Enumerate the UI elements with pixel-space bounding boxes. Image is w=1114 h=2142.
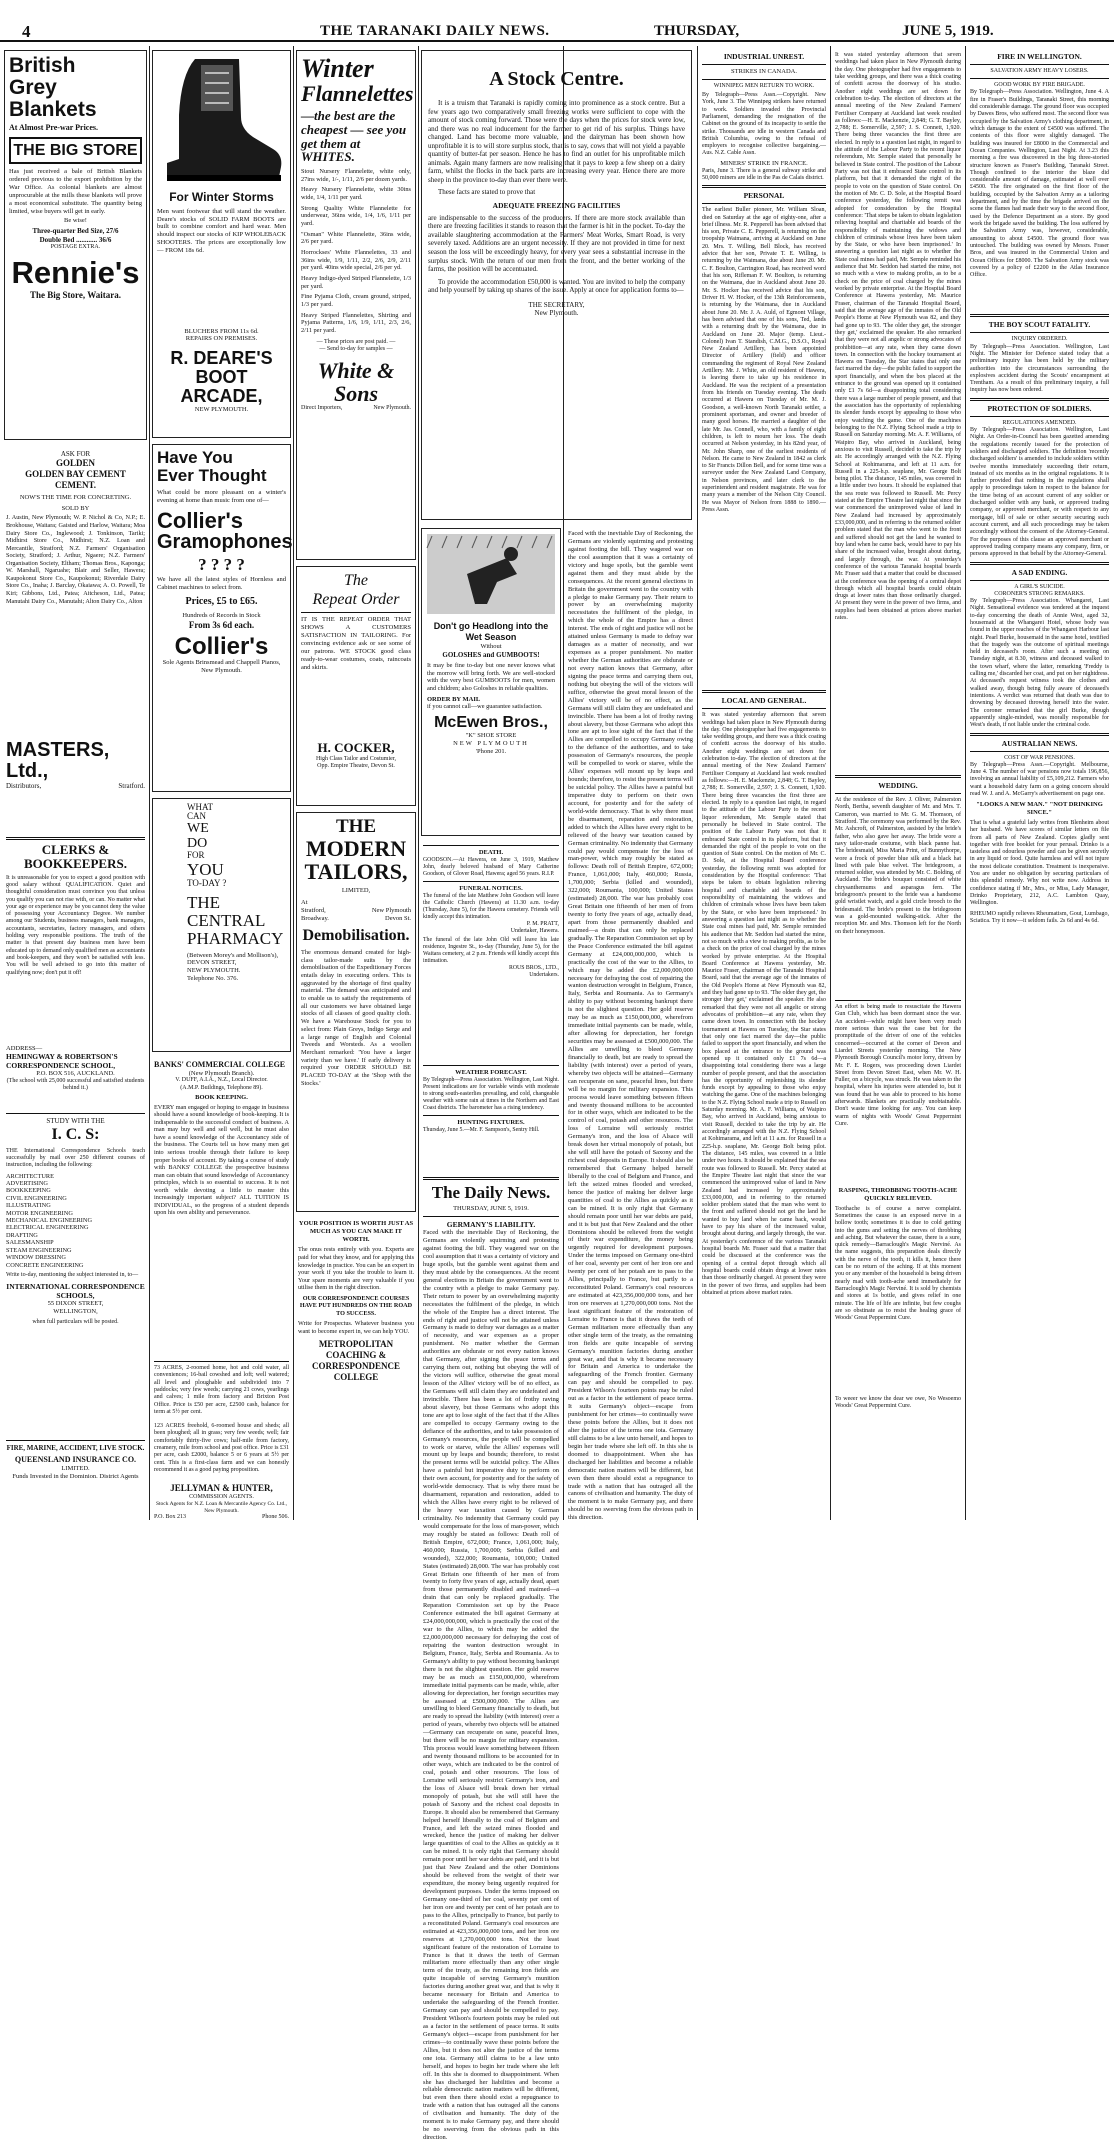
flannelette-price-item: Heavy Striped Flannelettes, Shirting and Pyjama Patterns, 1/6, 1/9, 1/11, 2/3, 2/6, 2/11 per yard. <box>301 311 411 335</box>
masters-brand: MASTERS, Ltd., <box>6 739 110 783</box>
ics-course-item: CONCRETE ENGINEERING <box>6 1261 84 1269</box>
column-rule <box>697 46 698 1520</box>
whites-flannelettes-ad: Winter Flannelettes —the best are the cheapest — see you get them at WHITES. Stout Nursery Flannelette, white only, 27ins wide, 1/-, 1/11, 2/6 per dozen yards. Heavy Nursery Flannelette, white 30ins wide, 1/4, 1/11 per yard. Strong Quality White Flannelette for underwear, 36ins wide, 1/4, 1/6, 1/11 per yard. "Osman" White Flannelette, 36ins wide, 2/6 per yard. Horrockses' White Flannelettes, 33 and 36ins wide, 1/9, 1/11, 2/2, 2/6, 2/9, 2/11 per yard. 40ins wide special, 2/6 per yd. Heavy Indigo-dyed Striped Flannelette, 1/3 per yard. Fine Pyjama Cloth, cream ground, striped, 1/3 per yard. Heavy Striped Flannelettes, Shirting and Pyjama Patterns, 1/6, 1/9, 1/11, 2/3, 2/6, 2/11 per yard. — These prices are post paid. — — Send to-day for samples — White & Sons Direct Importers, New Plymouth. <box>296 50 416 560</box>
column-rule <box>149 46 150 1520</box>
ics-course-item: SALESMANSHIP <box>6 1239 54 1247</box>
news-column-eight: FIRE IN WELLINGTON. SALVATION ARMY HEAVY LOSERS. GOOD WORK BY FIRE BRIGADE. By Telegraph—Press Association. Wellington, June 4. A fire in Fraser's Buildings, Taranaki Street, this morning did considerable damage. The ground floor was occupied by Dawes Bros, who suffered most. The second floor was occupied by the Salvation Army's clothing department, in which damage to the extent of £4500 was suffered. The contents of this floor were slightly damaged. The building was insured for £8000 in the Commercial and Ocean Companies. Wellington, Last Night. At 3.23 this morning a fire was discovered in the big three-storied structure known as Fraser's Building, Taranaki Street. Though confined to the interior the blaze did considerable amount of damage, estimated at well over £4500. The fire originated on the first floor of the building, occupied by the Salvation Army as a tailoring department, and by the time the brigade arrived on the scene the flames had made their way to the second floor, used by the Defence Department as a store. By good work the brigade saved the building. The loss suffered by the Salvation Army was, however, considerable, amounting to about £4500. The ground floor was untouched. The building was owned by Messrs. Fraser Bros, and was insured in the Commercial Union and Ocean Offices for £8000. The Salvation Army stock was covered by a policy of £2200 in the Atlas Insurance Office. THE BOY SCOUT FATALITY. INQUIRY ORDERED. By Telegraph—Press Association. Wellington, Last Night. The Minister for Defence stated today that a preliminary inquiry has been held by the military authorities into the circumstances surrounding the explosives accident during the Scouts' encampment at Trentham. As a result of this preliminary inquiry, a full inquiry has now been ordered. PROTECTION OF SOLDIERS. REGULATIONS AMENDED. By Telegraph—Press Association. Wellington, Last Night. An Order-in-Council has been gazetted amending the regulations recently issued for the protection of soldiers and discharged soldiers. The definition 'recently discharged soldiers' is amended to include soldiers within twelve months immediately succeeding their return, instead of six months as in the original regulations. It is further provided that nothing in the regulations shall apply to proceedings taken in respect to the balance for the time being of an account current of any soldier or discharged soldier with any bank, or approved trading company, or approved merchant, or with respect to any mortgage, bill of sale or other security securing such account current, and all such proceedings may be taken accordingly without the consent of the Attorney-General. For the purposes of this clause an approved merchant or approved trading company means any company, firm, or persons approved in that behalf by the Attorney-General. A SAD ENDING. A GIRL'S SUICIDE. CORONER'S STRONG REMARKS. By Telegraph—Press Association. Whangarei, Last Night. Sensational evidence was tendered at the inquest to-day concerning the death of Annie West, aged 32, housemaid at the Whangarei Hotel, whose body was found in the upper reaches of the Whangarei Harbour last night. Pearl Burke, housemaid in the same hotel, testified that the tragedy was the outcome of spiritual meetings held in deceased's room. After such a meeting on Tuesday night, at 8.30, witness and deceased walked to the town wharf, where the latter, remarking 'Freddy is calling me,' discarded her coat, and put on her nightdress. At deceased's request witness took the clothes and walked away, though being fully aware of deceased's intentions. A verdict was returned that death was due to drowning by deceased throwing herself into the water. The coroner remarked that the girl Burke, though apparently single-minded, was morally responsible for West's death, if not liable under the criminal code. AUSTRALIAN NEWS. COST OF WAR PENSIONS. By Telegraph—Press Assn.—Copyright. Melbourne, June 4. The number of war pensions now totals 196,856, involving an annual liability of £5,109,212. Farmers who want a household dairy farm on a going concern should read W. J. and A. McGarry's advertisement on page one. "LOOKS A NEW MAN." "NOT DRINKING SINCE." That is what a grateful lady writes from Blenheim about her husband. We have scores of similar letters on file from all parts of New Zealand. Copies gladly sent together with free booklet for your perusal. Drinko is a tasteless and odourless powder and can be given secretly in any liquid or food. Quite harmless and will not injure the most delicate constitution. Treatment is inexpensive. You are under no obligation by securing particulars of this splendid remedy. Why not write now. Address in confidence stating if Mr., Mrs., or Miss, Lady Manager, Drinko Proprietary, 212, A.C. Lambton Quay, Wellington. RHEUMO rapidly relieves Rheumatism, Gout, Lumbago, Sciatica. Try it now—it seldom fails. 2s 6d and 4s 6d. <box>970 52 1109 924</box>
column-rule <box>830 46 831 1520</box>
page-number: 4 <box>22 22 31 41</box>
queensland-insurance-ad: FIRE, MARINE, ACCIDENT, LIVE STOCK. QUEENSLAND INSURANCE CO. LIMITED. Funds Invested in the Dominion. District Agents <box>4 1435 147 1520</box>
column-rule <box>965 46 966 1520</box>
editorial-start: The Daily News. THURSDAY, JUNE 5, 1919. GERMANY'S LIABILITY. Faced with the inevitable Day of Reckoning, the Germans are violently squirming and protesting against footing the bill. They wagered war on the cool assumption that it was a certainty of victory and huge spoils, but the gamble went against them and they must abide by the consequences. At the recent general elections in Britain the government went to the country with a pledge to make Germany pay. Their return to power by an overwhelming majority necessitates the fulfilment of the pledge, in which the whole of the Empire has a direct interest. The ends of right and justice will not be attained unless Germany is made to defray war damages as a matter of necessity, and war expenses as a proper punishment. No matter whether the German authorities are obdurate or not every nation knows that Germany, after signing the peace terms and carrying them out, nothing but obeying the will of the victors will suffice, otherwise the great moral lesson of the Allies' victory will be of no effect, as the Germans will still claim they are undefeated and invincible. There has been a lot of frothy raving about slavery, but those Germans who adopt this tone are apt to lose sight of the fact that if the Allies are compelled to occupy Germany owing to the defiance of the authorities, and to take possession of Germany's resources, the people will be compelled to work or starve, while the Allies' expenses will mount up by leaps and bounds; therefore, to resist the present terms will be suicidal policy. The Allies have a painful but imperative duty to perform on their own account, for posterity and for the safety of world-wide democracy. That is why there must be disarmament, reparation and restoration, added to which the Allies have every right to be relieved of the heavy war taxation caused by German criminality. No indemnity that Germany could pay would compensate for the loss of man-power, which may roughly be stated as follows: Death roll of British Empire, 672,000; France, 1,061,000; Italy, 460,000; Russia, 1,700,000; Serbia (killed and wounded), 322,000; Roumania, 100,000; United States (estimated) 28,000. The war has probably cost Great Britain one fifteenth of her men of from twenty to forty five years of age, actually dead, apart from those permanently disabled and maimed—a drain that can only be replaced gradually. The Reparation Commission set up by the Peace Conference estimated the bill against Germany at £24,000,000,000, which is practically the cost of the war to the Allies, to which may be added the £2,000,000,000 necessary for defraying the cost of repairing the wanton destruction wrought in Belgium, France, Italy, Serbia and Roumania. As to Germany's ability to pay without becoming bankrupt there is not the slightest question. Her gold reserve may be as much as £150,000,000, wherefrom immediate initial payments can be made, while, after allowing for depreciation, her foreign securities may be assessed at £500,000,000. The Allies are unwilling to bleed Germany financially to death, but are ready to spread the liability (with interest) over a period of years, whereby two objects will be attained—Germany can recuperate on sane, peaceful lines, but there will be no margin for military expansion. This process would leave something between fifteen and twenty thousand millions to be accounted for in other ways, which are indicated to be the control of coal, potash and other resources. The loss of Lorraine will seriously restrict Germany's iron, and the loss of Alsace will break down her virtual monopoly of potash, but she will still have the potash of Saxony and the richest coal deposits in Europe. It should also be remembered that Germany helped herself liberally to the coal of Belgium and France, and left the seized mines flooded and wrecked, hence the justice of making her deliver large quantities of coal to the Allies as quickly as it can be mined. It is only right that Germany should remain poor until her war debts are paid, and it is but just that New Zealand and the other Dominions should be relieved from the weight of their war expenditure, the money being urgently required for development purposes. Under the terms imposed on Germany one-third of her coal, seventy per cent of her iron ore and twenty per cent of her potash are to pass to the Allies, principally to France, but partly to a reconstituted Poland. Germany's coal resources are estimated at 423,356,000,000 tons, and her iron ore reserves at 1,270,000,000 tons. Not the least significant feature of the restoration of Lorraine to France is that it draws the teeth of German militarism more effectually than any other single term of the treaty, as the remaining iron fields are quite incapable of serving Germany's munition factories during another great war, and that is why it became necessary for Britain and America to undertake the safeguarding of the French frontier. Germany can pay and should be compelled to pay. President Wilson's fourteen points may be ruled out as a factor in the settlement of peace terms. It suits Germany's object—escape from punishment for her crimes—to continually wave these points before the Allies, but it does not alter the justice of the terms one iota. Germany still claims to be a law unto herself, and hopes to begin her trade where she left off. In this she is doomed to disappointment. When she has discharged her liabilities and become a reliable democratic nation matters will be different, but even then there should exist a repugnance to trade with a nation that has outraged all the canons of civilisation and humanity. The duty of the moment is to make Germany pay, and there should be no swerving from the obvious path in this direction. <box>421 1172 561 1520</box>
ics-course-list <box>6 1173 145 1269</box>
ics-course-item: ARCHITECTURE <box>6 1172 54 1180</box>
colliers-ad: Have You Ever Thought What could be more pleasant on a winter's evening at home than music from one of— Collier's Gramophones ? ? ? ? We have all the latest styles of Hornless and Cabinet machines to select from. Prices, £5 to £65. Hundreds of Records in Stock From 3s 6d each. Collier's Sole Agents Brinsmead and Chappell Pianos, New Plymouth. <box>152 444 291 792</box>
masthead-day: THURSDAY, <box>654 23 740 39</box>
boot-icon <box>157 55 286 185</box>
cocker-tailor-ad: The Repeat Order IT IS THE REPEAT ORDER THAT SHOWS A CUSTOMERS SATISFACTION IN TAILORING. For convincing evidence ask or see some of our patrons. WE STOCK good class ready-to-wear costumes, coats, raincoats and skirts. H. COCKER, High Class Tailor and Costumier, Opp. Empire Theatre, Devon St. <box>296 566 416 806</box>
notices-section: DEATH. GOODSON.—At Hawera, on June 3, 1919, Matthew John, dearly beloved husband of Mary Catherine Goodson, of Glover Road, Hawera; aged 56 years. R.I.P. FUNERAL NOTICES. The funeral of the late Matthew John Goodson will leave the Catholic Church (Hawera) at 11.30 a.m. to-day (Thursday, June 5), for the Hawera cemetery. Friends will kindly accept this intimation. P. M. PRATT, Undertaker, Hawera. The funeral of the late John Old will leave his late residence, Ingestre St., to-day (Thursday, June 5), for the Waitara cemetery, at 2 p.m. Friends will kindly accept this intimation. ROUS BROS., LTD., Undertakers. <box>421 840 561 1056</box>
ics-course-item: MECHANICAL ENGINEERING <box>6 1217 92 1225</box>
ics-course-item: WINDOW DRESSING <box>6 1254 66 1262</box>
deare-boot-ad: For Winter Storms Men want footwear that will stand the weather. Deare's stocks of SOLID FARM BOOTS are built to combine comfort and hard wear. Men should inspect our stocks of KIP WHOLEBACK SHOOTERS. The prices are exceptionally low — FROM 18s 6d. BLUCHERS FROM 11s 6d. REPAIRS ON PREMISES. R. DEARE'S BOOT ARCADE, NEW PLYMOUTH. <box>152 50 291 438</box>
flannelette-price-item: Heavy Nursery Flannelette, white 30ins wide, 1/4, 1/11 per yard. <box>301 186 411 201</box>
golden-bay-cement-ad: ASK FOR GOLDEN GOLDEN BAY CEMENT CEMENT. NOW'S THE TIME FOR CONCRETING. SOLD BY J. Austin, New Plymouth; W. P. Nichol & Co, N.P.; E. Brokhouse, Waitara; Gaisted and Harlow, Waitara; Moa Dairy Store Co., Inglewood; J. Tonkinson, Tariki; Midhirst Store Co., Midhirst; N.Z. Loan and Mercantile, Stratford; N.Z. Farmers' Organisation Society, Stratford; J. Arthur, Ngaere; N.Z. Farmers' Organisation Society, Eltham; Thomas Bros., Kaponga; W. Marshall, Ngaruahe; Blair and Seller, Hawera; Kaupokonui Store Co., Kaupokonui; Riverdale Dairy Store Co., Inaha; J. Barclay, Okaiawa; A. O. Powell, Te Kiri; Gibbons, Ltd., Patea; Aitcheson, Ltd., Patea; Manutahi Dairy Co., Manutahi; Alton Dairy Co., Alton MASTERS, Ltd., Distributors, Stratford. <box>6 450 145 791</box>
flannelette-price-item: Heavy Indigo-dyed Striped Flannelette, 1/3 per yard. <box>301 275 411 290</box>
big-store-ad: British Grey Blankets At Almost Pre-war Prices. THE BIG STORE Has just received a bale of British Blankets ordered previous to the export prohibition by the War Office. As colonial blankets are almost unprocurable at the mills these blankets will prove a most economical substitute. The quantity being limited, wise buyers will get in early. Be wise! Three-quarter Bed Size, 27/6 Double Bed ............ 36/6 POSTAGE EXTRA. Rennie's The Big Store, Waitara. <box>4 50 147 440</box>
ics-course-item: STEAM ENGINEERING <box>6 1246 72 1254</box>
ics-course-item: DRAFTING <box>6 1231 38 1239</box>
ics-course-item: ELECTRICAL ENGINEERING <box>6 1224 89 1232</box>
flannelette-price-item: "Osman" White Flannelette, 36ins wide, 2/6 per yard. <box>301 230 411 246</box>
metropolitan-college-ad: YOUR POSITION IS WORTH JUST AS MUCH AS YOU CAN MAKE IT WORTH. The onus rests entirely with you. Experts are paid for what they know, and for applying this knowledge in practice. You can be an expert in your work if you take the trouble to learn it. Your spare moments are very valuable if you utilise them in the right direction. OUR CORRESPONDENCE COURSES HAVE PUT HUNDREDS ON THE ROAD TO SUCCESS. Write for Prospectus. Whatever business you want to become expert in, we can help YOU. METROPOLITAN COACHING & CORRESPONDENCE COLLEGE <box>298 1220 414 1382</box>
banks-college-ad: BANKS' COMMERCIAL COLLEGE (New Plymouth Branch). V. DUFF, A.I.A., N.Z., Local Director. (A.M.P. Buildings, Telephone 89). BOOK KEEPING. EVERY man engaged or hoping to engage in business should have a sound knowledge of book-keeping. It is indispensable to the successful conduct of business. A man may buy well and sell well, but he must also have a sound knowledge of the Accountancy side of the business. The Courts tell us how many men get into serious trouble through their failure to keep proper books of account. By taking a course of study with BANKS' COLLEGE the prospective business man can obtain that sound knowledge of Accountancy principles, which is so essential to success. It is not worth while devoting a little to master this increasingly important subject? ALL TUITION IS INDIVIDUAL, so the progress of a student depends upon his own ability and perseverance. <box>154 1060 289 1217</box>
editorial-continued: Faced with the inevitable Day of Reckoning, the Germans are violently squirming and protesting against footing the bill. They wagered war on the cool assumption that it was a certainty of victory and huge spoils, but the gamble went against them and they must abide by the consequences. At the recent general elections in Britain the government went to the country with a pledge to make Germany pay. Their return to power by an overwhelming majority necessitates the fulfilment of the pledge, in which the whole of the Empire has a direct interest. The ends of right and justice will not be attained unless Germany is made to defray war damages as a matter of necessity, and war expenses as a proper punishment. No matter whether the German authorities are obdurate or not every nation knows that Germany, after signing the peace terms and carrying them out, nothing but obeying the will of the victors will suffice, otherwise the great moral lesson of the Allies' victory will be of no effect, as the Germans will still claim they are undefeated and invincible. There has been a lot of frothy raving about slavery, but those Germans who adopt this tone are apt to lose sight of the fact that if the Allies are compelled to occupy Germany owing to the defiance of the authorities, and to take possession of Germany's resources, the people will be compelled to work or starve, while the Allies' expenses will mount up by leaps and bounds; therefore, to resist the present terms will be suicidal policy. The Allies have a painful but imperative duty to perform on their own account, for posterity and for the safety of world-wide democracy. That is why there must be disarmament, reparation and restoration, added to which the Allies have every right to be relieved of the heavy war taxation caused by German criminality. No indemnity that Germany could pay would compensate for the loss of man-power, which may roughly be stated as follows: Death roll of British Empire, 672,000; France, 1,061,000; Italy, 460,000; Russia, 1,700,000; Serbia (killed and wounded), 322,000; Roumania, 100,000; United States (estimated) 28,000. The war has probably cost Great Britain one fifteenth of her men of from twenty to forty five years of age, actually dead, apart from those permanently disabled and maimed—a drain that can only be replaced gradually. The Reparation Commission set up by the Peace Conference estimated the bill against Germany at £24,000,000,000, which is practically the cost of the war to the Allies, to which may be added the £2,000,000,000 necessary for defraying the cost of repairing the wanton destruction wrought in Belgium, France, Italy, Serbia and Roumania. As to Germany's ability to pay without becoming bankrupt there is not the slightest question. Her gold reserve may be as much as £150,000,000, wherefrom immediate initial payments can be made, while, after allowing for depreciation, her foreign securities may be assessed at £500,000,000. The Allies are unwilling to bleed Germany financially to death, but are ready to spread the liability (with interest) over a period of years, whereby two objects will be attained—Germany can recuperate on sane, peaceful lines, but there will be no margin for military expansion. This process would leave something between fifteen and twenty thousand millions to be accounted for in other ways, which are indicated to be the control of coal, potash and other resources. The loss of Lorraine will seriously restrict Germany's iron, and the loss of Alsace will break down her virtual monopoly of potash, but she will still have the potash of Saxony and the richest coal deposits in Europe. It should also be remembered that Germany helped herself liberally to the coal of Belgium and France, and left the seized mines flooded and wrecked, hence the justice of making her deliver large quantities of coal to the Allies as quickly as it can be mined. It is only right that Germany should remain poor until her war debts are paid, and it is but just that New Zealand and the other Dominions should be relieved from the weight of their war expenditure, the money being urgently required for development purposes. Under the terms imposed on Germany one-third of her coal, seventy per cent of her iron ore and twenty per cent of her potash are to pass to the Allies, principally to France, but partly to a reconstituted Poland. Germany's coal resources are estimated at 423,356,000,000 tons, and her iron ore reserves at 1,270,000,000 tons. Not the least significant feature of the restoration of Lorraine to France is that it draws the teeth of German militarism more effectually than any other single term of the treaty, as the remaining iron fields are quite incapable of serving Germany's munition factories during another great war, and that is why it became necessary for Britain and America to undertake the safeguarding of the French frontier. Germany can pay and should be compelled to pay. President Wilson's fourteen points may be ruled out as a factor in the settlement of peace terms. It suits Germany's object—escape from punishment for her crimes—to continually wave these points before the Allies, but it does not alter the justice of the terms one iota. Germany still claims to be a law unto herself, and hopes to begin her trade where she left off. In this she is doomed to disappointment. When she has discharged her liabilities and become a reliable democratic nation matters will be different, but even then there should exist a repugnance to trade with a nation that has outraged all the canons of civilisation and humanity. The duty of the moment is to make Germany pay, and there should be no swerving from the obvious path in this direction. <box>568 530 693 1522</box>
stock-centre-article: A Stock Centre. It is a truism that Taranaki is rapidly coming into prominence as a stock centre. But a few years ago two comparatively small freezing works were sufficient to cope with the amount of stock coming forward. Those were the days when the prices for stock were low, and there was no real inducement for the farmer to get rid of his surplus. Things have changed. Land has become more valuable, and the dairyman has been shown how unprofitable it is to will store surplus stock, that is to say, cows that will not yield a payable quantity of butter-fat per season. Hence he has to find an outlet for his unprofitable milch animals. Again many farmers are now realising that it pays to keep a few sheep on a dairy farm, whilst the flocks in the back parts are increasing every year. Hence there are more sheep in the province to-day than ever there were. These facts are stated to prove that ADEQUATE FREEZING FACILITIES are indispensable to the success of the producers. If there are more stock available than there are freezing facilities it stands to reason that the farmer is hit in the pocket. To-day the available slaughtering accommodation at the Farmers' Meat Works, Smart Road, is very severely taxed. Additions are an urgent necessity. If they are not provided in time for next season the loss will be exceedingly heavy, for every year sees a substantial increase in the surplus stock. With the return of our men from the front, and the better working of the farms, the position will be accentuated. To provide the accommodation £50,000 is wanted. You are invited to help the company and help yourself by taking up shares of the issue. Apply at once for application forms to— THE SECRETARY, New Plymouth. <box>421 50 692 520</box>
editorial-title: GERMANY'S LIABILITY. <box>446 1220 536 1230</box>
ics-course-item: ILLUSTRATING <box>6 1202 51 1210</box>
flannelette-price-item: Strong Quality White Flannelette for underwear, 36ins wide, 1/4, 1/6, 1/11 per yard. <box>301 204 411 227</box>
big-store-logo: THE BIG STORE <box>9 137 142 164</box>
masthead-date: JUNE 5, 1919. <box>902 23 994 39</box>
daily-news-nameplate: The Daily News. <box>431 1183 551 1202</box>
flannelette-price-item: Horrockses' White Flannelettes, 33 and 36ins wide, 1/9, 1/11, 2/2, 2/6, 2/9, 2/11 per yard. 40ins wide special, 2/6 per yd. <box>301 249 411 272</box>
flannelette-price-item: Fine Pyjama Cloth, cream ground, striped, 1/3 per yard. <box>301 293 411 309</box>
news-column-six: INDUSTRIAL UNREST. STRIKES IN CANADA. WINNIPEG MEN RETURN TO WORK. By Telegraph—Press Assn.—Copyright. New York, June 3. The Winnipeg strikers have returned to work. Soldiers invaded the Provincial Parliament, demanding the resignation of the Cabinet on the ground of its incapacity to settle the strike. Thousands are idle in western Canada and British Columbia, owing to the refusal of employers to recognise collective bargaining.—Aus. N.Z. Cable Assn. MINERS' STRIKE IN FRANCE. Paris, June 3. There is a general subway strike and 50,000 miners are idle in the Pas de Calais district. PERSONAL The earliest Buller pioneer, Mr. William Sloan, died on Saturday at the age of eighty-one, after a brief illness. Mr. R. Pepperell has been advised that his son, Private C. E. Pepperell, is returning on the troopship Waimana, arriving at Auckland on June 20. Mrs. T. Willing, Bell Block, has received advice that her son, Private T. E. Willing, is returning by the Waimana, due about June 20. Mr. C. F. Boulton, Carrington Road, has received word that his son, Rifleman F. W. Boulton, is returning on the Waimana, due in Auckland about June 20. Mr. S. Hocker has received advice that his son, Driver H. W. Hocker, of the 13th Reinforcements, is returning by the Waimana, due in Auckland about June 20. Mr. J. A. Auld, of Egmont Village, has been advised that one of his sons, Ted, lands with a returning draft by the Waimana, due in Auckland on June 20. Major (temp. Lieut.-Colonel) Ivan T. Standish, C.M.G., D.S.O., Royal New Zealand Artillery, has been appointed Director of Artillery (field) and officer commanding the regiment of Royal New Zealand Artillery. Mr. J. White, an old resident of Hawera, is leaving there to take up his residence in Auckland. He was the recipient of a presentation from his friends on Tuesday evening. The death occurred at Hawera on Tuesday of Mr. M. J. Goodson, a well-known North Taranaki settler, a prominent sportsman, and owner and breeder of many good horses. He married a daughter of the late Mr. Jas. Connell, who, with a family of eight children, is left to mourn her loss. The death occurred at Nelson yesterday, in his 82nd year, of Mr. John Sharp, one of the earliest residents of Nelson. He came to New Zealand in 1842 as clerk to Sir Francis Dillon Bell, and for some time was a surveyor under the New Zealand Land Company, in Nelson provinces, and later clerk to the superintendent and resident magistrate. He was for many years a member of the Nelson City Council. He was Mayor of Nelson from 1888 to 1890.—Press Assn. LOCAL AND GENERAL. It was stated yesterday afternoon that seven weddings had taken place in New Plymouth during the day. One photographer had five engagements to take wedding groups, and there was a thick coating of confetti across the doorway of his studio. Another eight weddings are set down for celebration to-day. The election of directors at the annual meeting of the New Zealand Farmers' Fertiliser Company at Auckland last week resulted as follows:—H. E. Mackenzie, 2,848; G. T. Bayley, 2,788; E. Somerville, 2,597; J. S. Connett, 1,920. There being three vacancies the first three are elected. In reply to a question last night, in regard to the attitude of the Labour Party to the recent liquor referendum, Mr. Semple stated that personally he believed in State control. The position of the Labour Party was not that it embraced State control in its platform, but that it demanded the right of the people to vote on the question of State control. On the motion of Mr. C. D. Sole, at the Hospital Board conference yesterday, the following remit was adopted for consideration by the Hospital conference: 'That steps be taken to obtain legislation relieving hospital and charitable aid boards of the responsibility of maintaining the widows and children of criminals whose lives have been taken by the State, or who have been imprisoned.' In answering a question last night as to whether the State coal mines had paid, Mr. Semple reminded his audience that Mr. Seddon had started the mine, not so much with a view to making profits, as to be a check on the price of coal charged by the mines worked by private enterprise. At the Hospital Board Conference at Hawera yesterday, Mr. Maurice Fraser, chairman of the Taranaki Hospital Board, said that the average age of the inmates of the Old People's Home at New Plymouth was 82, and they had gone up to 93. 'The older they get, the stronger they get,' exclaimed the speaker. He also remarked that they were not all angelic or strong advocates of prohibition—at any rate, when they came down town. In connection with the hockey tournament at Hawera on Tuesday, the Star states that only one fact marred the day—the public failed to support the sport financially, and when the box placed at the entrance to the ground was opened up it contained only £1 7s 6d—a disappointing total considering there was a large number of people present, and that the association has the opportunity of replenishing its slender funds except by appealing to those who enjoy watching the game. One of the machines belonging to the N.Z. Flying School made a trip to Russell on Saturday morning. Mr. A. F. Williams, of Waipiro Bay, who arrived in Auckland, being anxious to visit Russell, decided to take the trip by air. He accordingly arranged with the N.Z. Flying School at Kohimarama, and left at 11 a.m. for Russell in a 225-h.p. seaplane, Mr. George Bolt being pilot. The distance, 145 miles, was covered in a little under two hours. It should be explained that the sea route was followed to Russell. Mr. Percy stated at the Empire Theatre last night that since the war commenced the unimproved value of land in New Zealand had increased by approximately £33,000,000, and in referring to the returned soldier problem stated that the man who went to the front and suffered should not get the land he wanted to buy land when he came back, would have to pay his share of the increased value, brought about during, and largely through, the war. At yesterday's conference of the various Taranaki hospital boards Mr. Fraser said that a matter that could be discussed at the conference was the opening of a central depot through which all hospital boards could obtain drugs at lower rates than those ordinarily charged. At present they were in the power of two firms, and supplies had been obtained at prices above market rates. <box>702 52 826 1296</box>
rain-illustration-icon <box>427 534 555 614</box>
flannelette-price-item: Stout Nursery Flannelette, white only, 27ins wide, 1/-, 1/11, 2/6 per dozen yards. <box>301 167 411 183</box>
ics-course-item: CIVIL ENGINEERING <box>6 1194 67 1202</box>
jellyman-hunter-ad: 73 ACRES, 2-roomed home, hot and cold water, all conveniences; 16-bail cowshed and loft; well watered; all level and ploughable and subdivided into 7 paddocks; very few weeds; carrying 21 cows, yearlings and calves; 1 mile from factory and Brixton Post Office. Price is £50 per acre, £2500 cash, balance for term at 5½ per cent. 123 ACRES freehold, 6-roomed house and sheds; all been ploughed; all in grass; very few weeds; well; fair comfortably thirty-five cows; half-mile from factory, creamery, mile from school and post office. Price is £31 per acre, cash £2000, balance 5 or 6 years at 5½ per cent. This is a first-class farm and we can honestly recommend it as a good paying proposition. JELLYMAN & HUNTER, COMMISSION AGENTS. Stock Agents for N.Z. Loan & Mercantile Agency Co. Ltd., New Plymouth. P.O. Box 213 Phone 506. <box>152 1356 291 1520</box>
column-rule <box>418 46 419 1520</box>
stock-centre-title: A Stock Centre. <box>489 68 624 90</box>
ics-course-item: ADVERTISING <box>6 1179 48 1187</box>
rennies-brand: Rennie's <box>11 255 140 291</box>
newspaper-title: THE TARANAKI DAILY NEWS. <box>320 23 550 39</box>
column-rule <box>293 46 294 1520</box>
modern-tailors-ad: THE MODERN TAILORS, LIMITED, At Stratford, New Plymouth Broadway. Devon St. Demobilisation. The enormous demand created for high-class tailor-made suits by the demobilisation of the Expeditionary Forces entails delay in executing orders. This is aggravated by the shortage of first quality material. The demand was anticipated and to enable us to satisfy the requirements of all our customers we have obtained large stocks of all classes of good quality cloth. We have a Warehouse Stock for you to select from: Plain Greys, Indigo Serge and a large range of English and Colonial Tweeds and Worsteds. As a woollen Merchant remarked: 'You have a larger variety than we have.' If early delivery is required your ORDER SHOULD BE PLACED TO-DAY at the 'Shop with the Stocks.' <box>296 812 416 1212</box>
masthead <box>0 18 1114 42</box>
central-pharmacy-ad: WHAT CAN WE DO FOR YOU TO-DAY ? THE CENTRAL PHARMACY (Between Morey's and Mollison's), DEVON STREET, NEW PLYMOUTH. Telephone No. 376. <box>152 798 291 1052</box>
clerks-ad: CLERKS & BOOKKEEPERS. It is unreasonable for you to expect a good position with good salary without QUALIFICATION. Quiet and thoughtful consideration must convince you that unless you qualify you can not rise with, or can. No matter what your age or experience may be you cannot deny the value of possessing your Accountancy Degree. We number among our Students, business managers, bank managers, accountants, secretaries, factory managers, and others holding very responsible positions. The truth of the matter is that present day business men have been educated up to demand only qualified men as accountants and book-keepers, and they won't be satisfied with less. You will be well advised to go into this matter of qualifying now; don't put it off! ADDRESS— HEMINGWAY & ROBERTSON'S CORRESPONDENCE SCHOOL, P.O. BOX 516, AUCKLAND. (The school with 25,000 successful and satisfied students behind it.) <box>4 832 147 1102</box>
ics-course-item: BOOKKEEPING <box>6 1187 51 1195</box>
flannelette-price-list <box>301 168 411 335</box>
news-column-seven: It was stated yesterday afternoon that seven weddings had taken place in New Plymouth during the day. One photographer had five engagements to take wedding groups, and there was a thick coating of confetti across the doorway of his studio. Another eight weddings are set down for celebration to-day. The election of directors at the annual meeting of the New Zealand Farmers' Fertiliser Company at Auckland last week resulted as follows:—H. E. Mackenzie, 2,848; G. T. Bayley, 2,788; E. Somerville, 2,597; J. S. Connett, 1,920. There being three vacancies the first three are elected. In reply to a question last night, in regard to the attitude of the Labour Party to the recent liquor referendum, Mr. Semple stated that personally he believed in State control. The position of the Labour Party was not that it embraced State control in its platform, but that it demanded the right of the people to vote on the question of State control. On the motion of Mr. C. D. Sole, at the Hospital Board conference yesterday, the following remit was adopted for consideration by the Hospital conference: 'That steps be taken to obtain legislation relieving hospital and charitable aid boards of the responsibility of maintaining the widows and children of criminals whose lives have been taken by the State, or who have been imprisoned.' In answering a question last night as to whether the State coal mines had paid, Mr. Semple reminded his audience that Mr. Seddon had started the mine, not so much with a view to making profits, as to be a check on the price of coal charged by the mines worked by private enterprise. At the Hospital Board Conference at Hawera yesterday, Mr. Maurice Fraser, chairman of the Taranaki Hospital Board, said that the average age of the inmates of the Old People's Home at New Plymouth was 82, and they had gone up to 93. 'The older they get, the stronger they get,' exclaimed the speaker. He also remarked that they were not all angelic or strong advocates of prohibition—at any rate, when they came down town. In connection with the hockey tournament at Hawera on Tuesday, the Star states that only one fact marred the day—the public failed to support the sport financially, and when the box placed at the entrance to the ground was opened up it contained only £1 7s 6d—a disappointing total considering there was a large number of people present, and that the association has the opportunity of replenishing its slender funds except by appealing to those who enjoy watching the game. One of the machines belonging to the N.Z. Flying School made a trip to Russell on Saturday morning. Mr. A. F. Williams, of Waipiro Bay, who arrived in Auckland, being anxious to visit Russell, decided to take the trip by air. He accordingly arranged with the N.Z. Flying School at Kohimarama, and left at 11 a.m. for Russell in a 225-h.p. seaplane, Mr. George Bolt being pilot. The distance, 145 miles, was covered in a little under two hours. It should be explained that the sea route was followed to Russell. Mr. Percy stated at the Empire Theatre last night that since the war commenced the unimproved value of land in New Zealand had increased by approximately £33,000,000, and in referring to the returned soldier problem stated that the man who went to the front and suffered should not get the land he wanted to buy land when he came back, would have to pay his share of the increased value, brought about during, and largely through, the war. At yesterday's conference of the various Taranaki hospital boards Mr. Fraser said that a matter that could be discussed at the conference was the opening of a central depot through which all hospital boards could obtain drugs at lower rates than those ordinarily charged. At present they were in the power of two firms, and supplies had been obtained at prices above market rates. WEDDING. At the residence of the Rev. J. Oliver, Palmerston North, Bertha, seventh daughter of Mr. and Mrs. T. Cameron, was married to Mr. G. M. Thomson, of Stratford. The ceremony was performed by the Rev. Mr. Ashcroft, of Palmerston, assisted by the bride's father, who also gave her away. The bride wore a navy tailor-made costume, with black panne hat. The bridesmaid, Miss Maria Print, of Bunnythorpe, wore a frock of powder blue silk and a black hat lined with pale blue velvet. The bridegroom, a returned soldier, was attended by Mr. C. Bolding, of Auckland. The bride's bouquet consisted of white chrysanthemums and asparagus fern. The bridegroom's present to the bride was a handsome gold wristlet watch, and a gold circle brooch to the bridesmaid. The bride's present to the bridegroom was a gold-mounted walking-stick. After the reception Mr. and Mrs. Thomson left for the North on their honeymoon. An effort is being made to resuscitate the Hawera Gun Club, which has been dormant since the war. An accident—while might have been very much more serious than was the case but for the promptitude of the driver of one of the vehicles concerned—occurred at the corner of Devon and Liardet Streets yesterday morning. The New Plymouth Borough Council's motor lorry, driven by Mr. F. E. Rogers, was proceeding down Liardet Street from Devon Street East, when Mr. W. H. Fuller, on a bicycle, was struck. He was taken to the hospital, where his injuries were attended to, but it was found that he was able to proceed to his home afterwards. Blankets are practically unobtainable. Don't waste time looking for any. You can keep warm of nights with Woods' Great Peppermint Cure. RASPING, THROBBING TOOTH-ACHE QUICKLY RELIEVED. Toothache is of course a nerve complaint. Sometimes the cause is an exposed nerve in a hollow tooth; sometimes it is due to cold getting into the gums and setting the nerves of throbbing and aching. But whatever the cause, there is a sure, quick remedy—Barraclough's Magic Nerviné. As the name suggests, this preparation deals directly with the nerve of the tooth, it kills it, hence there can be no return of the aching. If at this moment you or any member of the household is being driven nearly mad with tooth-ache send immediately for Barraclough's Magic Nerviné. It is sold by chemists and stores at 1s bottle, and gives relief in one minute. The life of life are infinite, but few coughs are so obstinate as to resist the healing grace of Woods' Great Peppermint Cure. To weeer we know the dear we owe, No Wesoemo Woods' Great Peppermint Cure. <box>835 52 961 1409</box>
ics-course-item: MOTOR ENGINEERING <box>6 1209 73 1217</box>
ics-ad: STUDY WITH THE I. C. S: THE International Correspondence Schools teach successfully by mail over 250 different courses of instruction, including the following: ARCHITECTURE ADVERTISING BOOKKEEPING CIVIL ENGINEERING ILLUSTRATING MOTOR ENGINEERING MECHANICAL ENGINEERING ELECTRICAL ENGINEERING DRAFTING SALESMANSHIP STEAM ENGINEERING WINDOW DRESSING CONCRETE ENGINEERING Write to-day, mentioning the subject interested in, to— INTERNATIONAL CORRESPONDENCE SCHOOLS, 55 DIXON STREET, WELLINGTON, when full particulars will be posted. <box>4 1108 147 1428</box>
weather-hunting-section: WEATHER FORECAST. By Telegraph—Press Association. Wellington, Last Night. Present indications are for variable winds with moderate to strong south-easterlies prevailing, and cold, changeable weather with some rain at times in the Northern and East Coast districts. The barometer has a rising tendency. HUNTING FIXTURES. Thursday, June 5.—Mr. F. Sampson's, Sentry Hill. <box>421 1060 561 1170</box>
mcewen-bros-ad: Don't go Headlong into the Wet Season Without GOLOSHES and GUMBOOTS! It may be fine to-day but one never knows what the morrow will bring forth. We are well-stocked with the very best GUMBOOTS for men, women and children; also Goloshes in reliable qualities. ORDER BY MAIL if you cannot call—we guarantee satisfaction. McEwen Bros., "K" SHOE STORE NEW PLYMOUTH 'Phone 201. <box>421 528 561 836</box>
